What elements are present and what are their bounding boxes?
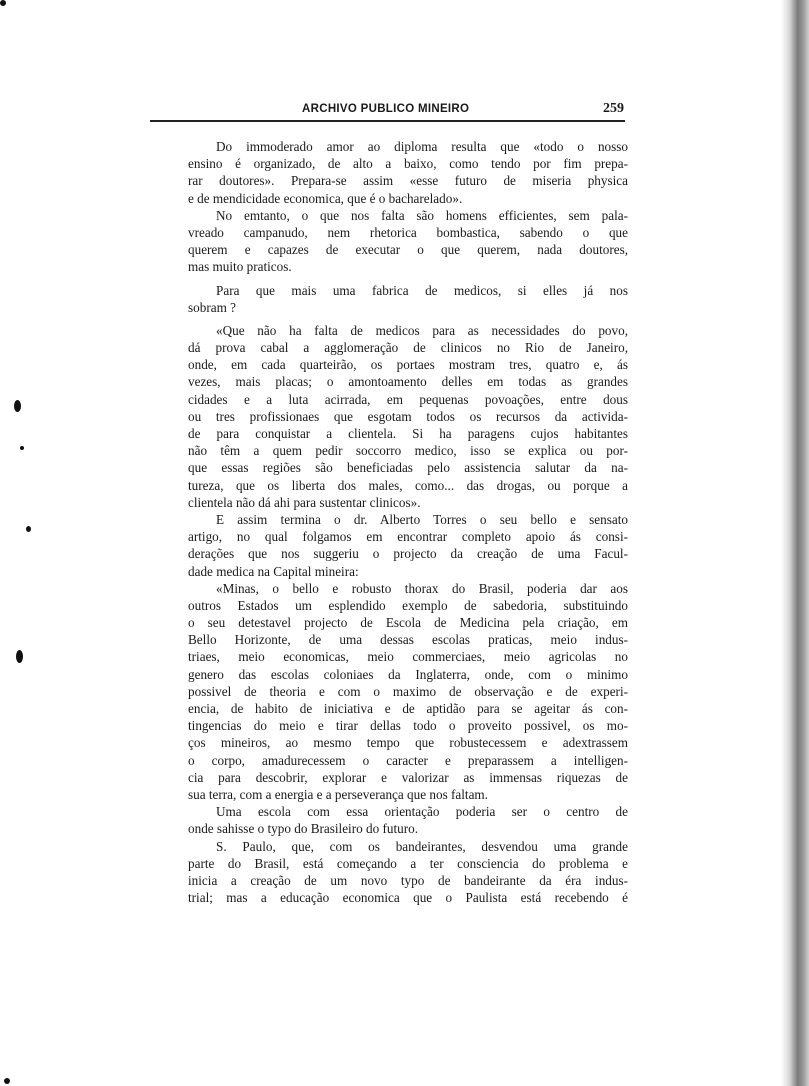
text-line: cidades e a luta acirrada, em pequenas povoações, entre dous	[188, 391, 628, 407]
text-line: trial; mas a educação economica que o Paulista está recebendo é	[188, 890, 628, 906]
text-line: Para que mais uma fabrica de medicos, si elles já nos	[216, 282, 628, 298]
margin-speck	[0, 0, 6, 6]
text-line: possivel de theoria e com o maximo de observação e de experi-	[188, 683, 628, 699]
text-line: cia para descobrir, explorar e valorizar as immensas riquezas de	[188, 769, 628, 785]
text-line: triaes, meio economicas, meio commerciaes, meio agricolas no	[188, 649, 628, 665]
text-line: S. Paulo, que, com os bandeirantes, desvendou uma grande	[216, 838, 628, 854]
text-line: rar doutores». Prepara-se assim «esse futuro de miseria physica	[188, 173, 628, 189]
text-line: e de mendicidade economica, que é o bacharelado».	[188, 190, 463, 206]
text-line: outros Estados um esplendido exemplo de sabedoria, substituindo	[188, 597, 628, 613]
header-rule	[150, 120, 625, 122]
text-line: tingencias do meio e tirar dellas todo o proveito possivel, os mo-	[188, 718, 628, 734]
text-line: o seu detestavel projecto de Escola de Medicina pela criação, em	[188, 615, 628, 631]
margin-speck	[16, 650, 23, 663]
text-line: o corpo, amadurecessem o caracter e preparassem a intelligen-	[188, 752, 628, 768]
text-line: querem e capazes de executar o que querem, nada doutores,	[188, 242, 628, 258]
body-text	[188, 138, 628, 906]
text-line: encia, de habito de iniciativa e de aptidão para se ageitar ás con-	[188, 701, 628, 716]
text-line: derações que nos suggeriu o projecto da creação de uma Facul-	[188, 546, 628, 562]
text-line: dade medica na Capital mineira:	[188, 563, 359, 579]
text-line: não têm a quem pedir soccorro medico, isso se explica ou por-	[188, 443, 628, 459]
text-line: ensino é organizado, de alto a baixo, como tendo por fim prepa-	[188, 156, 628, 172]
text-line: Uma escola com essa orientação poderia ser o centro de	[216, 804, 628, 820]
page-header	[152, 103, 624, 119]
text-line: Do immoderado amor ao diploma resulta que «todo o nosso	[216, 139, 628, 154]
text-line: «Minas, o bello e robusto thorax do Brasil, poderia dar aos	[216, 580, 628, 596]
margin-speck	[26, 526, 31, 532]
text-line: parte do Brasil, está começando a ter consciencia do problema e	[188, 855, 628, 871]
text-line: onde, em cada quarteirão, os portaes mostram tres, quatro e, ás	[188, 357, 628, 373]
margin-speck	[4, 1078, 10, 1084]
text-line: genero das escolas coloniaes da Inglaterra, onde, com o minimo	[188, 666, 628, 682]
text-line: que essas regiões são beneficiadas pelo assistencia salutar da na-	[188, 460, 628, 476]
text-line: E assim termina o dr. Alberto Torres o seu bello e sensato	[216, 511, 628, 527]
text-line: No emtanto, o que nos falta são homens efficientes, sem pala-	[216, 207, 628, 223]
running-title: ARCHIVO PUBLICO MINEIRO	[302, 103, 470, 115]
text-line: dá prova cabal a agglomeração de clinicos no Rio de Janeiro,	[188, 340, 628, 356]
text-line: de para conquistar a clientela. Si ha paragens cujos habitantes	[188, 426, 628, 441]
text-line: onde sahisse o typo do Brasileiro do futuro.	[188, 821, 419, 837]
text-line: vreado campanudo, nem rhetorica bombastica, sabendo o que	[188, 224, 628, 240]
text-line: «Que não ha falta de medicos para as necessidades do povo,	[216, 322, 628, 338]
text-line: ou tres profissionaes que esgotam todos os recursos da activida-	[188, 408, 628, 424]
text-line: sobram ?	[188, 299, 236, 315]
text-line: tureza, que os liberta dos males, como... das drogas, ou porque a	[188, 477, 628, 493]
text-line: ços mineiros, ao mesmo tempo que robustecessem e adextrassem	[188, 735, 628, 751]
margin-speck	[14, 400, 21, 412]
text-line: Bello Horizonte, de uma dessas escolas praticas, meio indus-	[188, 632, 628, 648]
text-line: vezes, mais placas; o amontoamento delles em todas as grandes	[188, 374, 628, 390]
page-number: 259	[603, 101, 624, 116]
text-line: inicia a creação de um novo typo de bandeirante da éra indus-	[188, 872, 628, 888]
text-line: sua terra, com a energia e a perseverança que nos faltam.	[188, 786, 488, 802]
text-line: mas muito praticos.	[188, 259, 292, 275]
text-line: clientela não dá ahi para sustentar clinicos».	[188, 494, 421, 510]
text-line: artigo, no qual folgamos em encontrar completo apoio ás consi-	[188, 529, 628, 545]
scan-page-edge	[781, 0, 809, 1086]
margin-speck	[20, 446, 24, 450]
